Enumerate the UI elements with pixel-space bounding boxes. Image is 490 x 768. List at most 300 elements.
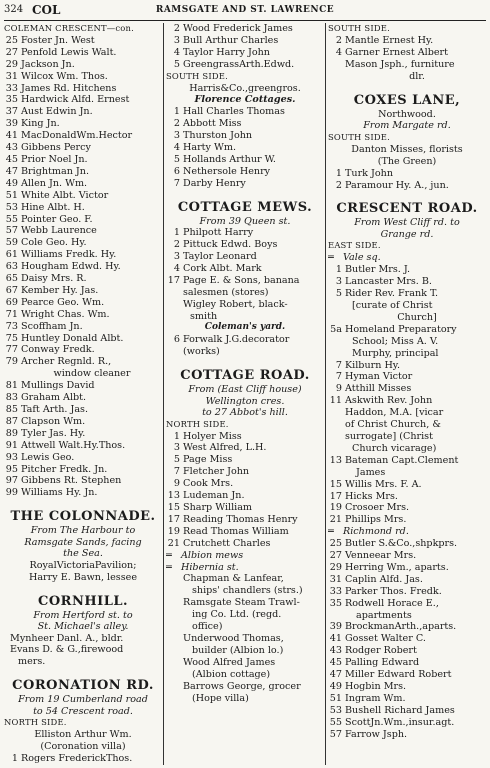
occupant-name: Rider Rev. Frank T. [345,288,439,300]
occupant-name: Parker Thos. Fredk. [345,585,442,597]
house-number: 67 [5,284,18,296]
house-number: 59 [5,237,18,249]
occupant-name: Huntley Donald Albt. [21,332,124,344]
directory-entry [328,371,486,383]
entry-continuation: builder (Albion lo.) [192,644,284,656]
directory-entry [4,344,162,356]
column-divider [163,23,164,765]
house-number: 39 [329,621,342,633]
house-number: 87 [5,415,18,427]
house-number: 7 [173,466,180,478]
entry-continuation: ships' chandlers (strs.) [192,585,303,597]
directory-entry [4,237,162,249]
section-code: COL [32,3,61,17]
house-number: 1 [173,430,180,442]
occupant-name: Hall Charles Thomas [183,106,285,118]
directory-entry [4,214,162,226]
entry-continuation: office) [192,621,223,633]
entry-continuation: apartments [356,609,412,621]
house-number: 4 [173,142,180,154]
occupant-name: Turk John [345,167,394,179]
occupant-name: Conway Fredk. [21,344,95,356]
occupant-name: Butler Mrs. J. [345,264,411,276]
occupant-name: Cook Mrs. [183,478,234,490]
street-heading: CORONATION RD. [12,678,154,694]
house-number: 93 [5,451,18,463]
street-subtitle: Northwood. [378,108,436,120]
house-number: 3 [335,276,342,288]
directory-entry [328,180,486,192]
directory-entry [4,59,162,71]
directory-entry [328,633,486,645]
house-number: 21 [167,537,180,549]
house-number: 2 [173,23,180,34]
occupant-name: West Alfred, L.H. [183,442,267,454]
entry-continuation: surrogate] (Christ [345,430,433,442]
directory-entry [4,297,162,309]
entry-list [328,264,486,300]
house-number: 9 [173,478,180,490]
house-number: 2 [335,34,342,46]
occupant-name: Foster Jn. West [21,34,95,46]
occupant-name: Cork Albt. Mark [183,262,262,274]
house-number: 9 [335,383,342,395]
house-number: 6 [173,165,180,177]
house-number: 57 [329,728,342,740]
directory-entry [4,178,162,190]
house-number: 35 [5,94,18,106]
house-number: 45 [329,657,342,669]
occupant-name: Webb Laurence [21,225,97,237]
house-number: 33 [5,82,18,94]
entry-list [166,573,324,704]
entry-list [166,106,324,189]
occupant-name: Taylor Leonard [183,251,257,262]
directory-entry [4,71,162,83]
entry-continuation: (works) [183,346,220,358]
house-number: 25 [5,34,18,46]
occupant-name: Gibbens Rt. Stephen [21,475,122,487]
entry-continuation: dlr. [409,70,425,82]
directory-entry [328,729,486,741]
occupant-name: Taylor Harry John [183,46,270,58]
directory-entry [4,35,162,47]
directory-entry: RoyalVictoriaPavilion; [29,559,137,571]
house-number: 5 [173,153,180,165]
occupant-name: Jackson Jn. [21,58,75,70]
directory-entry [4,404,162,416]
house-number: 15 [167,502,180,513]
directory-entry: 6 Forwalk J.G.decorator [173,334,290,346]
entry-continuation: salesmen (stores) [183,286,269,298]
directory-entry [328,705,486,717]
occupant-name: Attwell Walt.Hy.Thos. [21,439,126,451]
house-number: 31 [5,70,18,82]
house-number: 71 [5,308,18,320]
house-number: 19 [329,502,342,514]
directory-entry [166,118,324,130]
occupant-name: Wood Frederick James [183,23,293,34]
house-number: 47 [329,669,342,681]
house-number: 43 [5,142,18,154]
house-number: 7 [173,177,180,189]
street-description: From (East Cliff house) Wellington cres. to 27 Abbot's hill. [188,384,302,419]
directory-entry [166,454,324,466]
house-number: 2 [173,118,180,130]
directory-entry [4,154,162,166]
continuation-heading: COLEMAN CRESCENT—con. [4,23,134,33]
house-number: 37 [5,106,18,118]
directory-entry [166,239,324,251]
house-number: 15 [329,478,342,490]
directory-entry [4,261,162,273]
directory-entry [4,130,162,142]
entry-continuation: (Hope villa) [192,692,249,704]
house-number: 3 [173,442,180,454]
directory-entry: 79 Archer Regnld. R., [5,356,112,368]
house-number: 47 [5,165,18,177]
house-number: 99 [5,487,18,499]
directory-entry [328,514,486,526]
directory-entry [166,227,324,239]
directory-entry [166,35,324,47]
occupant-name: Crutchett Charles [183,537,271,549]
entry-continuation: School; Miss A. V. [352,335,439,347]
house-number: 43 [329,645,342,657]
directory-entry [166,514,324,526]
entry-continuation: Church] [397,311,437,323]
directory-entry [166,263,324,275]
cross-street: ═ Albion mews [166,549,244,561]
occupant-name: Kilburn Hy. [345,359,400,371]
directory-entry: 5a Homeland Preparatory [330,323,457,335]
entry-list [166,23,324,71]
street-description: From The Harbour to Ramsgate Sands, facing the Sea. [24,525,142,560]
directory-entry [328,574,486,586]
occupant-name: Wilcox Wm. Thos. [21,70,108,82]
house-number: 83 [5,392,18,404]
directory-entry [4,118,162,130]
occupant-name: Harty Wm. [183,142,237,154]
directory-entry [166,142,324,154]
house-number: 19 [167,525,180,537]
occupant-name: Venneear Mrs. [345,550,417,562]
entry-continuation: (The Green) [377,155,437,167]
cross-street: ═ Richmond rd. [328,526,409,538]
directory-entry: Danton Misses, florists [351,143,463,155]
house-number: 5 [173,454,180,466]
occupant-name: Brightman Jn. [21,165,89,177]
house-number: 63 [5,261,18,273]
house-number: 2 [335,179,342,191]
directory-entry [328,621,486,633]
entry-continuation: window cleaner [53,368,131,380]
house-number: 49 [5,177,18,189]
occupant-name: Thurston John [183,130,253,142]
occupant-name: Hardwick Alfd. Ernest [21,94,130,106]
directory-entry: Harry E. Bawn, lessee [28,571,138,583]
directory-entry [4,285,162,297]
column-divider [325,23,326,765]
occupant-name: Taft Arth. Jas. [21,404,89,415]
house-number: 85 [5,404,18,415]
directory-entry: Elliston Arthur Wm. [34,729,132,741]
house-number: 53 [5,201,18,213]
entry-continuation: James [356,466,386,478]
entry-list [328,360,486,396]
side-heading: SOUTH SIDE. [328,23,390,33]
page-number: 324 [4,4,24,15]
directory-entry [4,106,162,118]
page-title: RAMSGATE AND ST. LAWRENCE [155,5,335,15]
entry-continuation: (Albion cottage) [192,668,271,680]
occupant-name: BrockmanArth.,aparts. [345,621,457,633]
directory-entry [4,487,162,499]
entry-continuation: Haddon, M.A. [vicar [345,407,444,419]
directory-entry: Underwood Thomas, [183,632,284,644]
directory-entry [166,538,324,550]
page-header [4,2,486,18]
occupant-name: Abbott Miss [183,118,242,130]
house-number: 73 [5,320,18,332]
occupant-name: James Rd. Hitchens [21,82,117,94]
house-number: 21 [329,514,342,526]
side-heading: NORTH SIDE. [4,717,67,728]
directory-entry [328,491,486,503]
occupant-name: Pitcher Fredk. Jn. [21,463,108,475]
house-number: 39 [5,118,18,130]
subsection-heading: Coleman's yard. [204,322,286,333]
street-description: From 39 Queen st. [199,215,291,227]
house-number: 3 [173,130,180,142]
entry-continuation: smith [190,310,218,322]
entry-continuation: [curate of Christ [352,300,433,311]
occupant-name: Palling Edward [345,657,420,669]
entry-list [328,168,486,192]
occupant-name: Willis Mrs. F. A. [345,478,422,490]
occupant-name: Farrow Jsph. [345,728,408,740]
directory-entry [4,380,162,392]
street-heading: THE COLONNADE. [10,509,156,525]
directory-entry [4,273,162,285]
entry-list [328,621,486,740]
directory-entry [4,47,162,59]
side-heading: SOUTH SIDE. [166,70,228,81]
directory-entry [166,178,324,190]
directory-entry [166,490,324,502]
side-heading: SOUTH SIDE. [328,131,390,142]
house-number: 65 [5,273,18,285]
occupant-name: Hyman Victor [345,371,413,383]
occupant-name: Darby Henry [183,177,246,189]
directory-entry [4,166,162,178]
directory-entry [166,106,324,118]
house-number: 89 [5,427,18,439]
house-number: 25 [329,538,342,550]
directory-entry: 4 Garner Ernest Albert [335,46,448,58]
occupant-name: Pittuck Edwd. Boys [183,239,278,251]
directory-entry [4,428,162,440]
street-heading: CORNHILL. [37,593,129,609]
occupant-name: Paramour Hy. A., jun. [345,179,449,191]
occupant-name: Kember Hy. Jas. [21,284,99,296]
directory-entry [166,130,324,142]
house-number: 53 [329,704,342,716]
entry-list [166,227,324,275]
occupant-name: Atthill Misses [345,383,412,395]
entry-continuation: mers. [18,656,46,668]
house-number: 45 [5,153,18,165]
directory-entry [328,360,486,372]
directory-entry [4,249,162,261]
occupant-name: Gosset Walter C. [345,633,426,645]
occupant-name: Aust Edwin Jn. [21,106,93,118]
entry-continuation: ing Co. Ltd. (regd. [192,609,282,621]
entry-list [4,35,162,356]
house-number: 97 [5,475,18,487]
occupant-name: Lancaster Mrs. B. [345,276,432,288]
column-1 [4,23,162,765]
occupant-name: Miller Edward Robert [345,669,452,681]
directory-entry: Barrows George, grocer [183,680,301,692]
house-number: 55 [5,213,18,225]
occupant-name: Nethersole Henry [183,165,271,177]
house-number: 1 [173,106,180,118]
house-number: 81 [5,380,18,392]
house-number: 1 [335,264,342,276]
directory-entry: 13 Bateman Capt.Clement [329,454,459,466]
house-number: 7 [335,371,342,383]
street-description: From 19 Cumberland road to 54 Crescent road. [18,694,148,717]
occupant-name: Ludeman Jn. [183,490,245,502]
house-number: 31 [329,573,342,585]
house-number: 5 [335,288,342,300]
occupant-name: Page Miss [183,454,233,466]
street-heading: COTTAGE MEWS. [177,199,313,215]
directory-entry [328,693,486,705]
directory-entry [4,475,162,487]
cross-street: ═ Hibernia st. [166,561,239,573]
directory-entry [328,562,486,574]
house-number: 55 [329,716,342,728]
directory-entry [166,154,324,166]
directory-entry [166,502,324,514]
directory-entry [4,440,162,452]
occupant-name: GreengrassArth.Edwd. [183,58,295,70]
directory-entry [328,657,486,669]
occupant-name: Crosoer Mrs. [345,502,410,514]
directory-entry [328,264,486,276]
directory-entry [328,35,486,47]
occupant-name: Phillips Mrs. [345,514,407,526]
directory-entry [328,586,486,598]
directory-entry [328,681,486,693]
entry-continuation: of Christ Church, & [345,419,441,431]
directory-entry [328,502,486,514]
house-number: 75 [5,332,18,344]
entry-list [4,380,162,499]
house-number: 41 [5,130,18,142]
house-number: 61 [5,249,18,261]
house-number: 41 [329,633,342,645]
street-description: From Hertford st. to St. Michael's alley. [33,609,133,633]
occupant-name: Philpott Harry [183,227,254,239]
directory-entry [328,276,486,288]
house-number: 3 [173,34,180,46]
house-number: 29 [329,561,342,573]
directory-entry [4,464,162,476]
directory-entry [166,526,324,538]
house-number: 1 [173,227,180,239]
directory-entry: 35 Rodwell Horace E., [329,597,439,609]
directory-entry [4,142,162,154]
occupant-name: Prior Noel Jn. [21,153,88,165]
subsection-heading: Florence Cottages. [194,94,296,106]
directory-entry [4,309,162,321]
occupant-name: Butler S.&Co.,shpkprs. [345,538,458,550]
street-description: From Margate rd. [363,120,451,132]
entry-list [328,479,486,527]
street-description: From West Cliff rd. to Grange rd. [354,217,460,240]
house-number: 2 [173,239,180,251]
cross-street: ═ Vale sq. [328,252,381,264]
occupant-name: Graham Albt. [21,392,87,404]
directory-entry [4,190,162,202]
house-number: 77 [5,344,18,356]
directory-entry [4,452,162,464]
house-number: 3 [173,251,180,262]
occupant-name: Cole Geo. Hy. [21,237,87,249]
entry-list [328,35,486,47]
directory-entry [328,538,486,550]
house-number: 51 [5,189,18,201]
directory-entry: 1 Rogers FrederickThos. [11,753,133,764]
house-number: 7 [335,359,342,371]
entry-continuation: Church vicarage) [352,442,437,454]
directory-entry: Mason Jsph., furniture [345,58,455,70]
occupant-name: Bushell Richard James [345,704,455,716]
occupant-name: King Jn. [21,118,60,130]
directory-entry [4,83,162,95]
house-number: 33 [329,585,342,597]
directory-entry [4,392,162,404]
house-number: 57 [5,225,18,237]
directory-entry: 11 Askwith Rev. John [329,395,433,407]
directory-entry [328,669,486,681]
directory-entry [328,383,486,395]
entry-continuation: (Coronation villa) [40,741,126,753]
house-number: 4 [173,262,180,274]
directory-entry: Chapman & Lanfear, [183,573,284,585]
directory-entry [328,168,486,180]
directory-entry [166,442,324,454]
occupant-name: Hollands Arthur W. [183,153,276,165]
directory-entry [166,431,324,443]
occupant-name: Lewis Geo. [21,451,75,463]
column-2 [166,23,324,704]
street-heading: COXES LANE, [353,92,461,108]
occupant-name: Fletcher John [183,466,250,478]
directory-entry [166,59,324,71]
directory-entry [328,550,486,562]
street-heading: CRESCENT ROAD. [336,201,478,217]
occupant-name: Pearce Geo. Wm. [21,296,105,308]
occupant-name: Scoffham Jn. [21,320,83,332]
house-number: 91 [5,439,18,451]
occupant-name: Williams Hy. Jn. [21,487,98,499]
occupant-name: Penfold Lewis Walt. [21,46,117,58]
entry-list [328,538,486,598]
